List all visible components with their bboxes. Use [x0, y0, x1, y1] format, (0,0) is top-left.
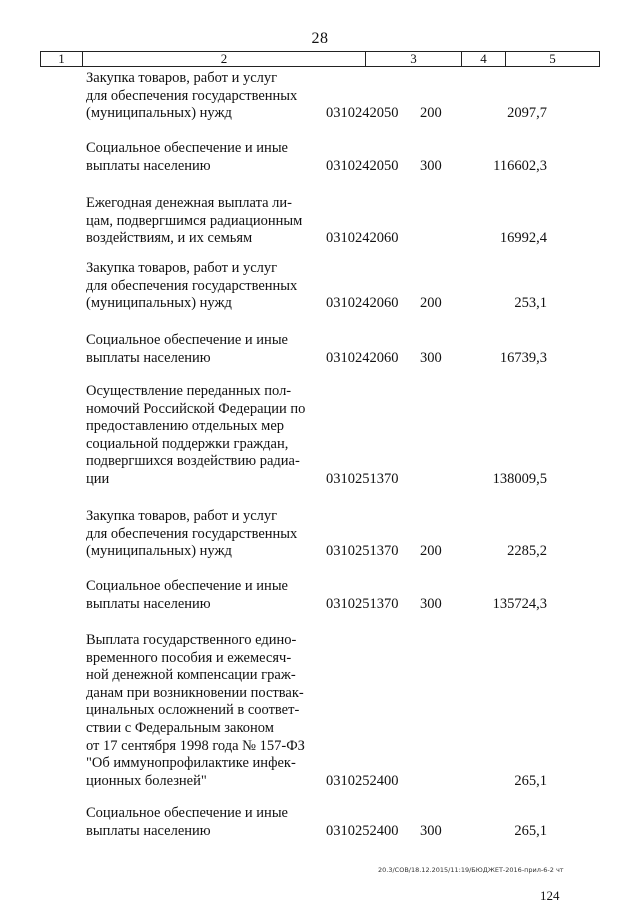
- row-amount: 265,1: [514, 822, 547, 839]
- description-line: Ежегодная денежная выплата ли-: [86, 195, 292, 211]
- description-line: для обеспечения государственных: [86, 87, 298, 104]
- row-code: 0310251370: [326, 595, 399, 612]
- row-code: 0310242050: [326, 105, 399, 122]
- row-amount: 265,1: [514, 772, 547, 789]
- description-line: временного пособия и ежемесяч-: [86, 649, 292, 666]
- row-description: [86, 578, 318, 613]
- description-line: (муниципальных) нужд: [86, 543, 232, 560]
- description-line: выплаты населению: [86, 822, 211, 839]
- row-code: 0310251370: [326, 471, 399, 487]
- row-description: [86, 140, 318, 175]
- description-line: для обеспечения государственных: [86, 525, 298, 542]
- row-amount: 2285,2: [507, 543, 547, 560]
- footer-stamp: 20.3/СОВ/18.12.2015/11:19/БЮДЖЕТ-2016-прил-6-2 чт: [378, 866, 564, 874]
- column-header-3: 3: [366, 52, 462, 66]
- row-code: 0310242050: [326, 157, 399, 174]
- row-description: [86, 260, 318, 313]
- description-line: (муниципальных) нужд: [86, 105, 232, 122]
- description-line: (муниципальных) нужд: [86, 295, 232, 312]
- row-code: 0310242060: [326, 349, 399, 366]
- description-line: для обеспечения государственных: [86, 277, 298, 294]
- description-line: Социальное обеспечение и иные: [86, 805, 288, 821]
- description-line: данам при возникновении поствак-: [86, 684, 304, 701]
- row-expense-type: 300: [420, 822, 442, 839]
- description-line: ствии с Федеральным законом: [86, 719, 274, 736]
- description-line: предоставлению отдельных мер: [86, 418, 285, 435]
- row-expense-type: 200: [420, 105, 442, 122]
- corner-number: 124: [540, 888, 560, 903]
- description-line: Социальное обеспечение и иные: [86, 578, 288, 594]
- description-line: подвергшихся воздействию радиа-: [86, 453, 300, 470]
- description-line: цам, подвергшимся радиационным: [86, 212, 303, 229]
- description-line: ной денежной компенсации граж-: [86, 667, 296, 684]
- description-line: от 17 сентября 1998 года № 157-ФЗ: [86, 737, 305, 754]
- page-number: 28: [311, 30, 329, 47]
- description-line: ции: [86, 470, 110, 487]
- row-expense-type: 300: [420, 349, 442, 366]
- row-description: [86, 805, 318, 840]
- row-description: [86, 508, 318, 561]
- description-line: воздействиям, и их семьям: [86, 230, 253, 247]
- row-amount: 253,1: [514, 295, 547, 312]
- description-line: номочий Российской Федерации по: [86, 400, 306, 417]
- description-line: Социальное обеспечение и иные: [86, 332, 288, 348]
- row-amount: 116602,3: [493, 157, 547, 174]
- row-amount: 16739,3: [499, 349, 547, 366]
- row-description: [86, 195, 318, 248]
- row-amount: 2097,7: [507, 105, 547, 122]
- row-code: 0310242060: [326, 295, 399, 312]
- description-line: социальной поддержки граждан,: [86, 435, 289, 452]
- row-code: 0310252400: [326, 822, 399, 839]
- description-line: "Об иммунопрофилактике инфек-: [86, 755, 296, 772]
- row-expense-type: 300: [420, 595, 442, 612]
- row-description: [86, 332, 318, 367]
- column-header-row: [40, 51, 600, 67]
- description-line: Социальное обеспечение и иные: [86, 140, 288, 156]
- row-amount: 138009,5: [492, 471, 547, 487]
- row-code: 0310252400: [326, 772, 399, 789]
- row-amount: 16992,4: [499, 230, 547, 247]
- description-line: цинальных осложнений в соответ-: [86, 702, 300, 719]
- description-line: Осуществление переданных пол-: [86, 383, 292, 399]
- row-description: [86, 632, 318, 790]
- row-expense-type: 200: [420, 543, 442, 560]
- row-amount: 135724,3: [492, 595, 547, 612]
- column-header-5: 5: [549, 51, 556, 66]
- column-header-2: 2: [83, 52, 366, 66]
- row-code: 0310242060: [326, 230, 399, 247]
- description-line: Закупка товаров, работ и услуг: [86, 508, 278, 524]
- row-description: [86, 383, 318, 489]
- row-description: [86, 70, 318, 123]
- column-header-1: 1: [41, 52, 83, 66]
- description-line: Выплата государственного едино-: [86, 632, 297, 648]
- description-line: Закупка товаров, работ и услуг: [86, 260, 278, 276]
- column-header-4: 4: [462, 52, 506, 66]
- description-line: ционных болезней": [86, 772, 207, 789]
- row-expense-type: 200: [420, 295, 442, 312]
- description-line: выплаты населению: [86, 595, 211, 612]
- description-line: выплаты населению: [86, 349, 211, 366]
- description-line: выплаты населению: [86, 157, 211, 174]
- description-line: Закупка товаров, работ и услуг: [86, 70, 278, 86]
- row-code: 0310251370: [326, 543, 399, 560]
- row-expense-type: 300: [420, 157, 442, 174]
